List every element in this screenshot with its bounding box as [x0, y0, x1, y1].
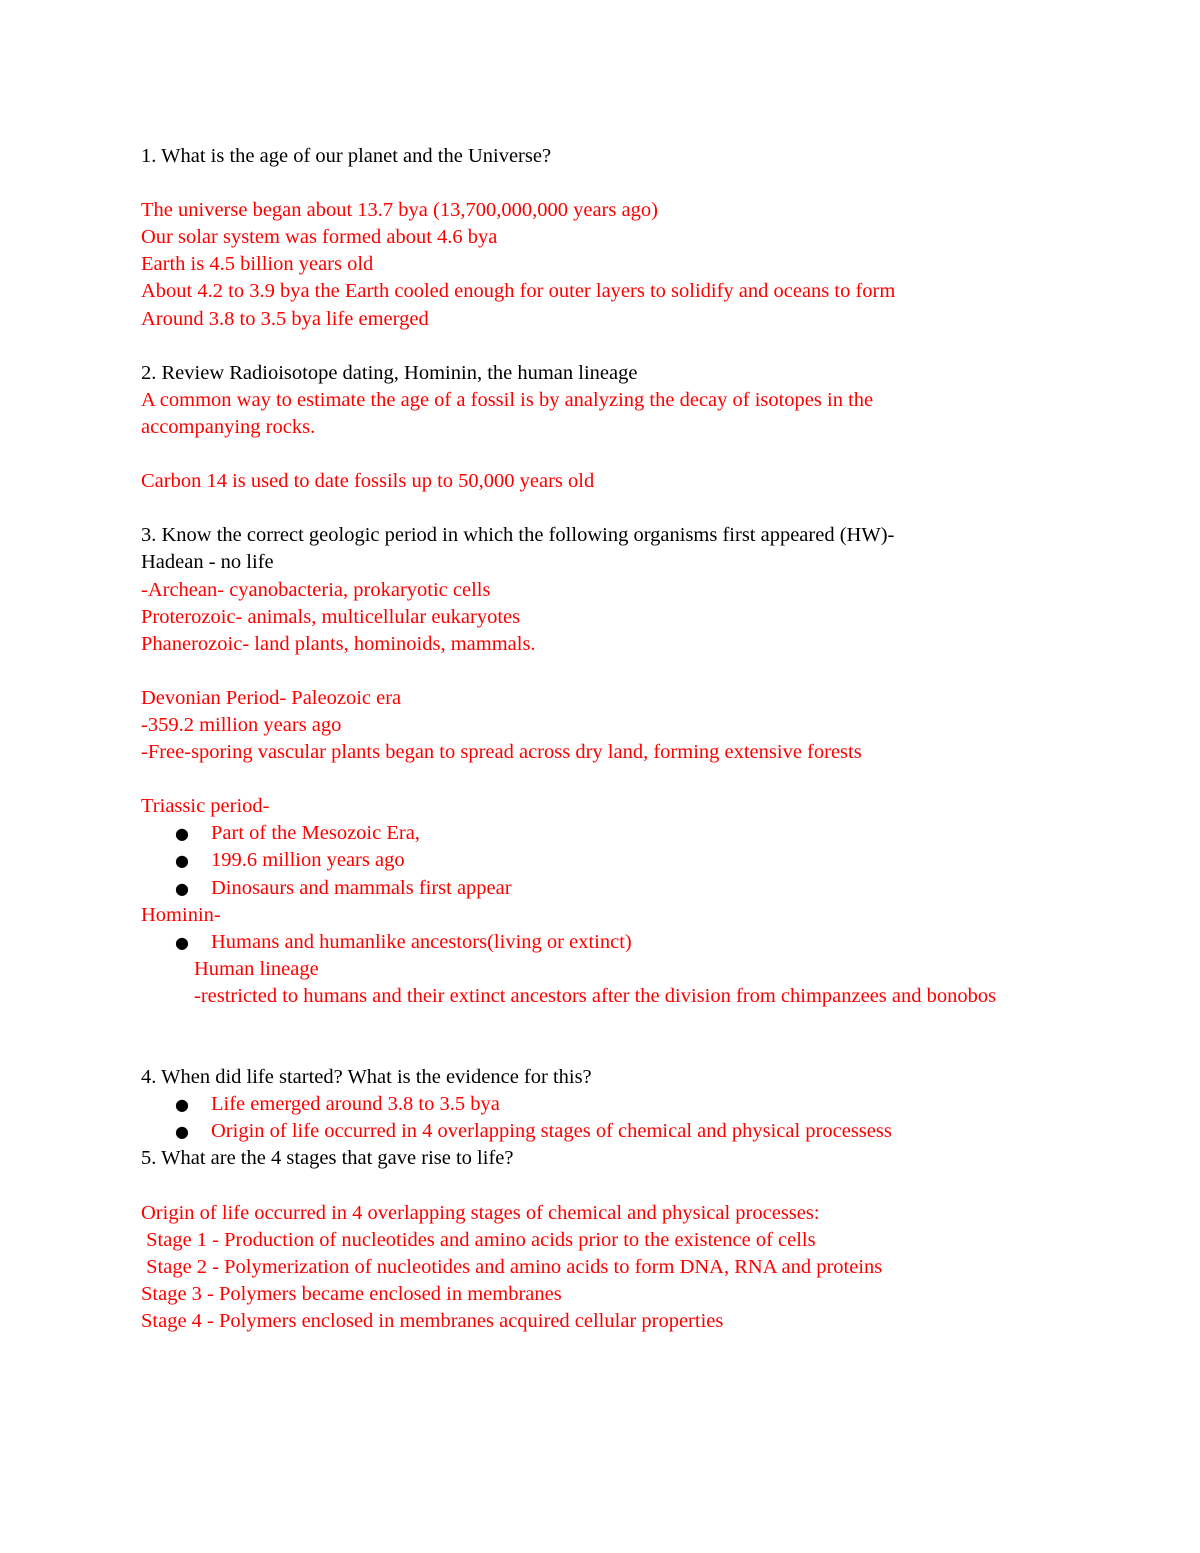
bullet-icon: ● — [175, 878, 189, 898]
human-lineage-text: -restricted to humans and their extinct ancestors after the division from chimpanzees and bonobos — [194, 984, 997, 1007]
answer-2-carbon: Carbon 14 is used to date fossils up to 50,000 years old — [141, 470, 595, 493]
list-item — [141, 820, 1141, 847]
list-item — [141, 875, 1141, 902]
list-item — [141, 1118, 1141, 1145]
spacer — [141, 766, 1141, 793]
answer-1-line: Earth is 4.5 billion years old — [141, 253, 374, 276]
document-body — [141, 143, 1141, 1335]
question-4: 4. When did life started? What is the evidence for this? — [141, 1066, 592, 1089]
stages-intro: Origin of life occurred in 4 overlapping stages of chemical and physical processes: — [141, 1201, 820, 1224]
answer-1-line: About 4.2 to 3.9 bya the Earth cooled enough for outer layers to solidify and oceans to form — [141, 280, 896, 303]
question-1: 1. What is the age of our planet and the Universe? — [141, 145, 552, 167]
bullet-icon: ● — [175, 1095, 189, 1115]
list-item — [141, 929, 1141, 956]
spacer — [141, 1010, 1141, 1037]
bullet-text: Dinosaurs and mammals first appear — [211, 876, 512, 899]
bullet-text: Part of the Mesozoic Era, — [211, 822, 420, 845]
answer-1-line: Our solar system was formed about 4.6 bya — [141, 226, 498, 249]
stage-line: Stage 1 - Production of nucleotides and amino acids prior to the existence of cells — [141, 1228, 816, 1251]
bullet-icon: ● — [175, 1122, 189, 1142]
stage-line: Stage 4 - Polymers enclosed in membranes acquired cellular properties — [141, 1310, 724, 1333]
triassic-heading: Triassic period- — [141, 795, 270, 818]
question-2: 2. Review Radioisotope dating, Hominin, the human lineage — [141, 361, 638, 384]
spacer — [141, 1037, 1141, 1064]
spacer — [141, 441, 1141, 468]
bullet-text: Origin of life occurred in 4 overlapping stages of chemical and physical processess — [211, 1120, 892, 1143]
hadean-line: Hadean - no life — [141, 551, 274, 574]
bullet-text: Humans and humanlike ancestors(living or extinct) — [211, 930, 632, 953]
answer-2-text: A common way to estimate the age of a fossil is by analyzing the decay of isotopes in the — [141, 388, 874, 411]
bullet-text: 199.6 million years ago — [211, 849, 405, 872]
bullet-icon: ● — [175, 851, 189, 871]
question-3: 3. Know the correct geologic period in which the following organisms first appeared (HW)- — [141, 524, 895, 547]
stage-line: Stage 2 - Polymerization of nucleotides and amino acids to form DNA, RNA and proteins — [141, 1255, 883, 1278]
bullet-icon: ● — [175, 932, 189, 952]
devonian-line: Devonian Period- Paleozoic era — [141, 686, 402, 709]
spacer — [141, 1173, 1141, 1200]
human-lineage-heading: Human lineage — [194, 957, 319, 980]
eon-line: -Archean- cyanobacteria, prokaryotic cells — [141, 578, 491, 601]
list-item — [141, 847, 1141, 874]
list-item — [141, 1091, 1141, 1118]
bullet-icon: ● — [175, 824, 189, 844]
answer-2-text: accompanying rocks. — [141, 415, 316, 438]
answer-1-line: The universe began about 13.7 bya (13,700,000,000 years ago) — [141, 199, 658, 222]
question-5: 5. What are the 4 stages that gave rise to life? — [141, 1147, 514, 1170]
spacer — [141, 658, 1141, 685]
eon-line: Phanerozoic- land plants, hominoids, mammals. — [141, 632, 536, 655]
answer-1-line: Around 3.8 to 3.5 bya life emerged — [141, 307, 429, 330]
devonian-line: -359.2 million years ago — [141, 713, 342, 736]
devonian-line: -Free-sporing vascular plants began to spread across dry land, forming extensive forests — [141, 741, 862, 764]
spacer — [141, 333, 1141, 360]
spacer — [141, 170, 1141, 197]
bullet-text: Life emerged around 3.8 to 3.5 bya — [211, 1093, 500, 1116]
eon-line: Proterozoic- animals, multicellular eukaryotes — [141, 605, 521, 628]
hominin-heading: Hominin- — [141, 903, 221, 926]
spacer — [141, 495, 1141, 522]
stage-line: Stage 3 - Polymers became enclosed in membranes — [141, 1282, 562, 1305]
